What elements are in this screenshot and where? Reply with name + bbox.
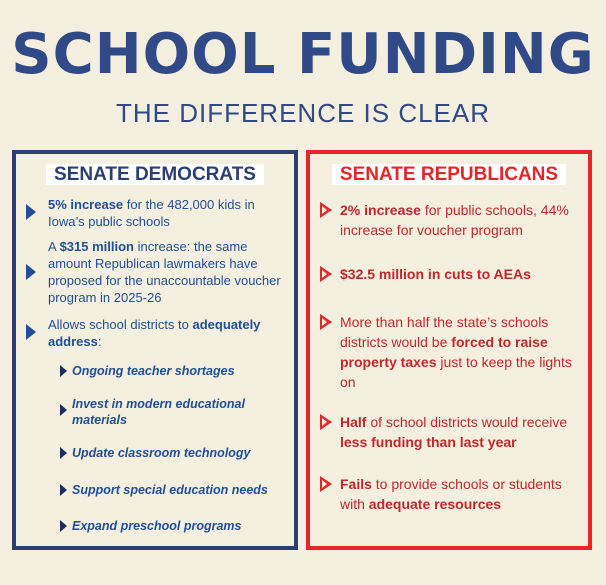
triangle-bullet-icon [320,414,332,430]
sub-bullet-icon [60,447,67,459]
sub-bullet-icon [60,365,67,377]
triangle-bullet-icon [26,204,36,220]
republicans-item-text: Fails to provide schools or students with adequate resources [340,476,562,512]
triangle-bullet-icon [26,264,36,280]
sub-bullet-icon [60,404,67,416]
triangle-bullet-icon [26,324,36,340]
democrats-subitem: Invest in modern educational materials [72,397,245,427]
democrats-item-text: A $315 million increase: the same amount Republican lawmakers have proposed for the unaccountable voucher program in 2025-26 [48,239,281,305]
triangle-bullet-icon [320,266,332,282]
sub-bullet-icon [60,484,67,496]
page-title: SCHOOL FUNDING [11,22,595,87]
republicans-item-text: More than half the state’s schools districts would be forced to raise property taxes just to keep the lights on [340,314,572,390]
republicans-heading-text: SENATE REPUBLICANS [332,164,566,185]
triangle-bullet-icon [320,314,332,330]
democrats-subitem: Ongoing teacher shortages [72,364,235,378]
democrats-subitem: Support special education needs [72,483,268,497]
triangle-bullet-icon [320,476,332,492]
democrats-subitem: Update classroom technology [72,446,251,460]
page-subtitle: THE DIFFERENCE IS CLEAR [115,98,491,128]
republicans-heading [310,164,588,186]
sub-bullet-icon [60,520,67,532]
republicans-item-text: Half of school districts would receive less funding than last year [340,414,568,450]
democrats-item-text: 5% increase for the 482,000 kids in Iowa’s public schools [48,197,255,229]
republicans-panel [306,150,592,550]
democrats-panel [12,150,298,550]
republicans-item-text: 2% increase for public schools, 44% increase for voucher program [340,202,569,238]
democrats-subitem: Expand preschool programs [72,519,242,533]
democrats-heading-text: SENATE DEMOCRATS [46,164,264,185]
republicans-item-text: $32.5 million in cuts to AEAs [340,266,531,282]
democrats-item-text: Allows school districts to adequately address: [48,317,261,349]
triangle-bullet-icon [320,202,332,218]
democrats-heading [16,164,294,186]
